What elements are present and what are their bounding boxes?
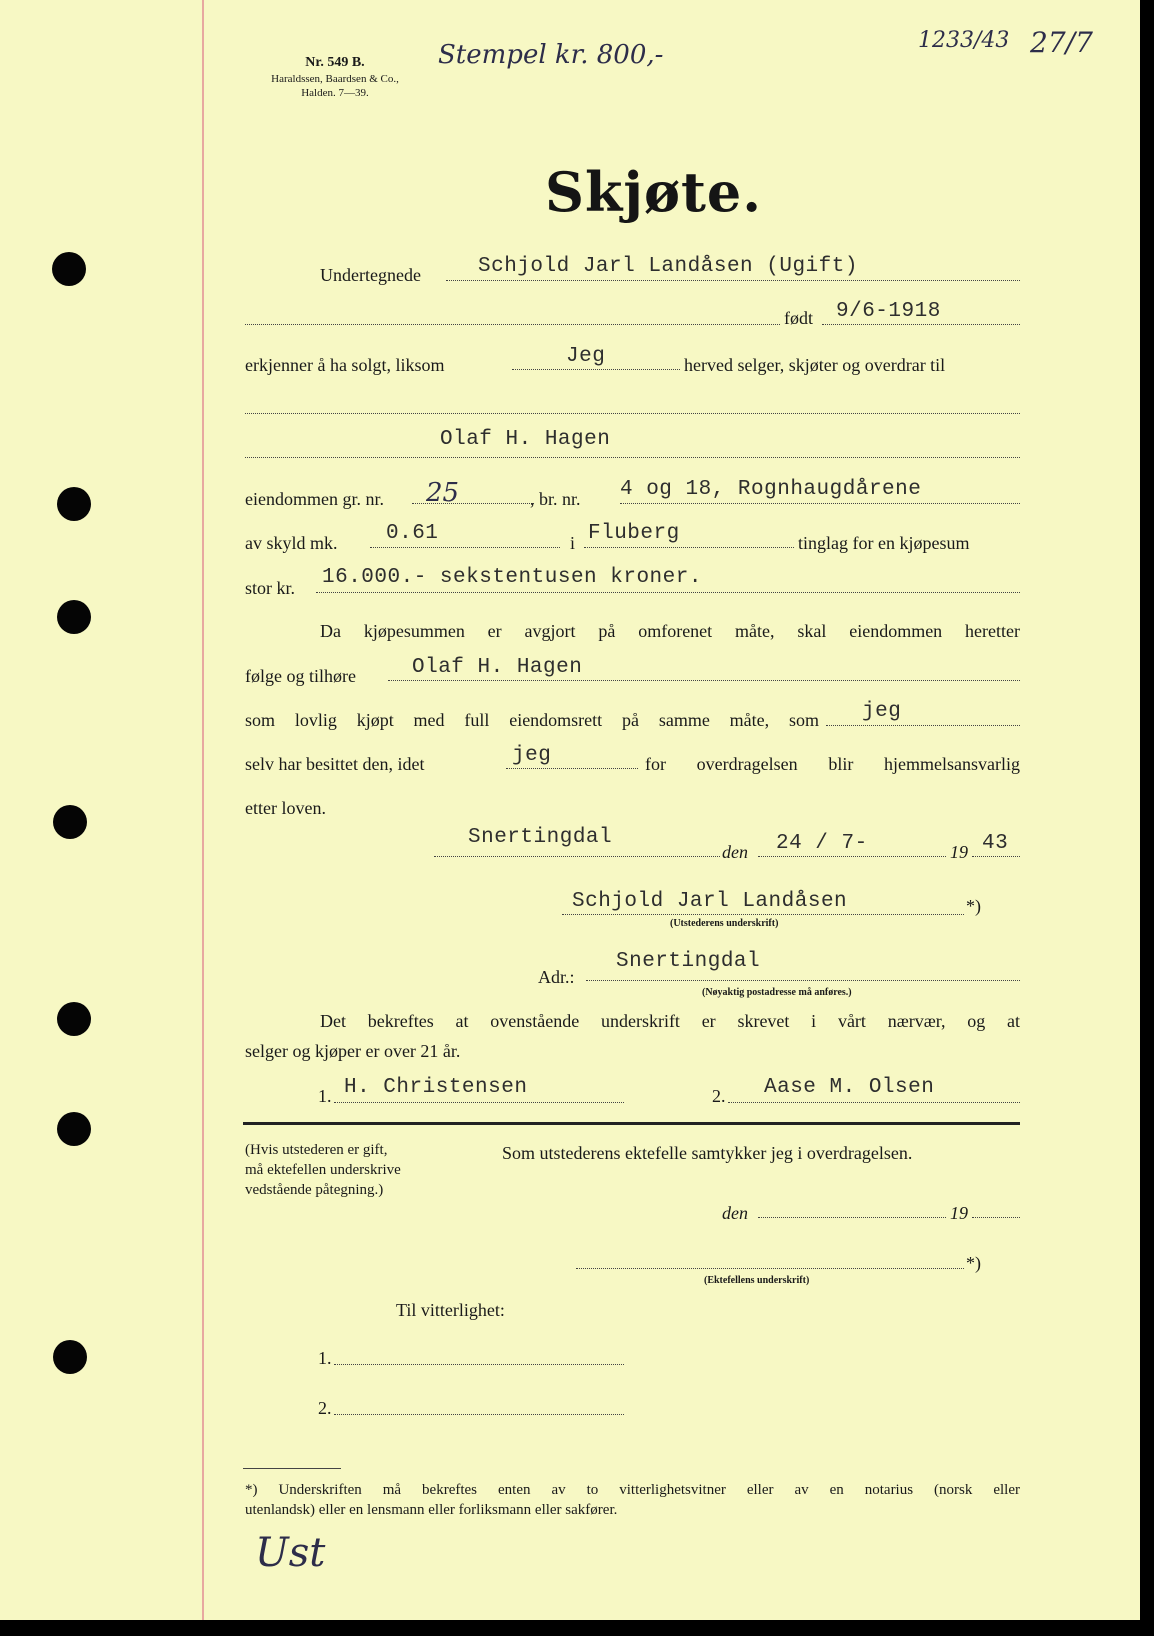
born-left-line <box>245 324 780 325</box>
signing-den-label: den <box>722 842 748 862</box>
document-title: Skjøte. <box>545 160 763 224</box>
body-line-2-line <box>388 680 1020 681</box>
signature-asterisk: *) <box>966 896 981 916</box>
punch-hole <box>53 805 87 839</box>
section-rule <box>243 1122 1020 1125</box>
reference-number: 1233/43 <box>918 28 1010 53</box>
skyld-value: 0.61 <box>386 522 439 545</box>
spouse-year-prefix: 19 <box>950 1203 968 1223</box>
vitterlighet-label: Til vitterlighet: <box>396 1300 505 1320</box>
punch-hole <box>52 252 86 286</box>
footnote-rule <box>243 1468 341 1469</box>
punch-hole <box>53 1340 87 1374</box>
signing-year: 43 <box>982 832 1009 855</box>
punch-hole <box>57 1002 91 1036</box>
buyer-line <box>245 457 1020 458</box>
br-line <box>620 503 1020 504</box>
seller-name: Schjold Jarl Landåsen (Ugift) <box>478 255 858 278</box>
date-line <box>758 856 946 857</box>
spouse-signature-line <box>576 1268 964 1269</box>
tinglag-line <box>584 547 794 548</box>
body-line-2-name: Olaf H. Hagen <box>412 656 583 679</box>
signing-place: Snertingdal <box>468 826 613 849</box>
spouse-note <box>245 1140 401 1200</box>
skyld-label: av skyld mk. <box>245 533 338 553</box>
blank-line <box>245 413 1020 414</box>
body-line-3-pronoun: jeg <box>862 700 902 723</box>
punch-hole <box>57 487 91 521</box>
born-label: født <box>784 308 813 328</box>
gr-number: 25 <box>426 478 460 508</box>
spouse-den-label: den <box>722 1203 748 1223</box>
br-label: , br. nr. <box>530 489 581 509</box>
gr-label: eiendommen gr. nr. <box>245 489 384 509</box>
price-line <box>316 592 1020 593</box>
witness-2-label: 2. <box>712 1086 726 1106</box>
body-line-4-prefix: selv har besittet den, idet <box>245 754 425 774</box>
address-caption: (Nøyaktig postadresse må anføres.) <box>702 987 852 998</box>
footnote-line-2: utenlandsk) eller en lensmann eller forliksmann eller sakfører. <box>245 1502 618 1518</box>
body-line-4-line <box>506 768 638 769</box>
sale-pronoun: Jeg <box>566 345 606 368</box>
vitterlighet-item-2: 2. <box>318 1398 332 1418</box>
spouse-note-line-1: (Hvis utstederen er gift, <box>245 1142 388 1158</box>
tinglag-suffix: tinglag for en kjøpesum <box>798 533 970 553</box>
body-line-5: etter loven. <box>245 798 326 818</box>
date-mark: 27/7 <box>1030 26 1093 59</box>
vitterlighet-item-1: 1. <box>318 1348 332 1368</box>
punch-hole <box>57 600 91 634</box>
margin-line <box>202 0 204 1620</box>
spouse-note-line-3: vedstående påtegning.) <box>245 1182 384 1198</box>
spouse-signature-caption: (Ektefellens underskrift) <box>704 1275 810 1286</box>
signing-year-prefix: 19 <box>950 842 968 862</box>
born-line <box>822 324 1020 325</box>
address-line <box>586 980 1020 981</box>
footnote-line-1: *) Underskriften må bekreftes enten av to vitterlighetsvitner eller av en notarius (norsk eller <box>245 1482 1020 1498</box>
form-number: Nr. 549 B. <box>305 55 365 70</box>
witness-2-line <box>728 1102 1020 1103</box>
stor-label: stor kr. <box>245 578 296 598</box>
seller-line <box>446 280 1020 281</box>
spouse-note-line-2: må ektefellen underskrive <box>245 1162 401 1178</box>
buyer-name: Olaf H. Hagen <box>440 428 611 451</box>
body-line-3-prefix: som lovlig kjøpt med full eiendomsrett på samme måte, som <box>245 710 819 730</box>
address-label: Adr.: <box>538 967 575 987</box>
sale-pronoun-line <box>512 369 680 370</box>
born-date: 9/6-1918 <box>836 300 941 323</box>
witness-2-name: Aase M. Olsen <box>764 1076 935 1099</box>
body-line-3-line <box>826 725 1020 726</box>
publisher: Haraldssen, Baardsen & Co., <box>271 73 399 85</box>
witness-1-name: H. Christensen <box>344 1076 528 1099</box>
tinglag-name: Fluberg <box>588 522 680 545</box>
spouse-asterisk: *) <box>966 1253 981 1273</box>
br-number: 4 og 18, Rognhaugdårene <box>620 478 922 501</box>
publisher-place: Halden. 7—39. <box>301 87 369 99</box>
stamp-note: Stempel kr. 800,- <box>438 40 664 70</box>
body-line-4-suffix: for overdragelsen blir hjemmelsansvarlig <box>645 754 1020 774</box>
witness-line-1: Det bekreftes at ovenstående underskrift er skrevet i vårt nærvær, og at <box>320 1011 1020 1031</box>
punch-hole <box>57 1112 91 1146</box>
body-line-4-pronoun: jeg <box>512 744 552 767</box>
seller-label: Undertegnede <box>320 265 421 285</box>
signing-date: 24 / 7- <box>776 832 868 855</box>
spouse-year-line <box>972 1217 1020 1218</box>
spouse-date-line <box>758 1217 946 1218</box>
skyld-line <box>370 547 560 548</box>
body-line-2-prefix: følge og tilhøre <box>245 666 356 686</box>
address: Snertingdal <box>616 950 761 973</box>
signature-line <box>562 914 964 915</box>
spouse-consent: Som utstederens ektefelle samtykker jeg i overdragelsen. <box>502 1143 913 1163</box>
vitterlighet-line-2 <box>334 1414 624 1415</box>
place-line <box>434 856 720 857</box>
i-label: i <box>570 533 576 553</box>
signature-caption: (Utstederens underskrift) <box>670 918 779 929</box>
initials: Ust <box>255 1530 326 1576</box>
body-line-1: Da kjøpesummen er avgjort på omforenet måte, skal eiendommen heretter <box>320 621 1020 641</box>
witness-1-line <box>334 1102 624 1103</box>
sale-suffix: herved selger, skjøter og overdrar til <box>684 355 946 375</box>
sale-prefix: erkjenner å ha solgt, liksom <box>245 355 445 375</box>
year-line <box>972 856 1020 857</box>
witness-line-2: selger og kjøper er over 21 år. <box>245 1041 461 1061</box>
vitterlighet-line-1 <box>334 1364 624 1365</box>
price: 16.000.- sekstentusen kroner. <box>322 566 702 589</box>
witness-1-label: 1. <box>318 1086 332 1106</box>
issuer-signature: Schjold Jarl Landåsen <box>572 890 848 913</box>
form-publisher-block <box>250 54 420 100</box>
